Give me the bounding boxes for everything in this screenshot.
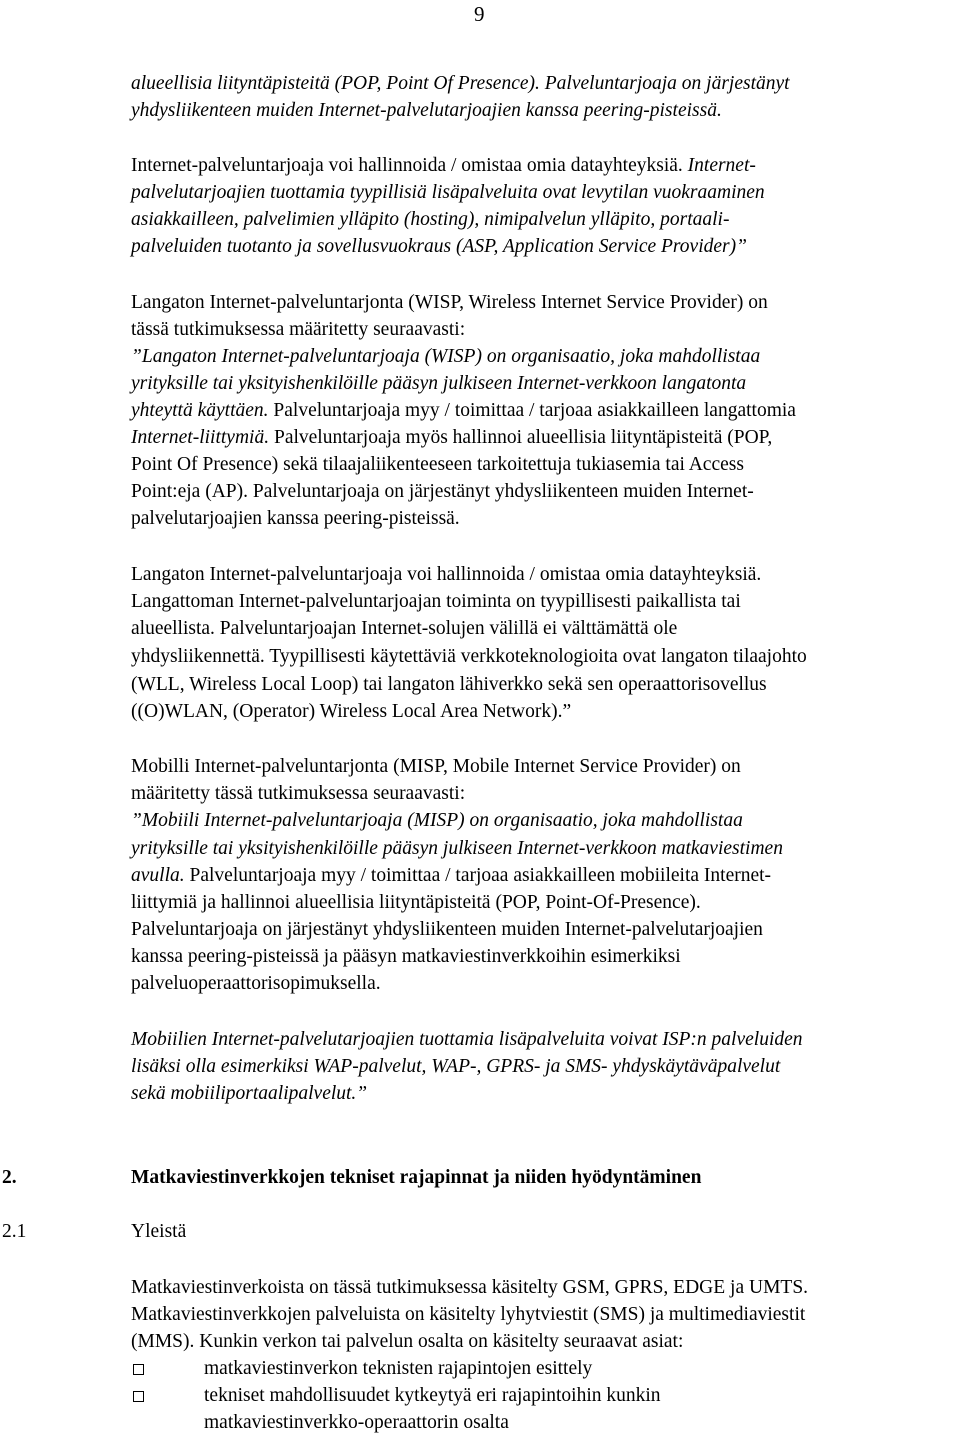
body-text-line: palveluoperaattorisopimuksella. bbox=[131, 973, 381, 994]
body-text-line: (WLL, Wireless Local Loop) tai langaton lähiverkko sekä sen operaattorisovellus bbox=[131, 674, 767, 695]
body-text-line: lisäksi olla esimerkiksi WAP-palvelut, WAP-, GPRS- ja SMS- yhdyskäytäväpalvelut bbox=[131, 1056, 781, 1077]
body-text-line: Langattoman Internet-palveluntarjoajan toiminta on tyypillisesti paikallista tai bbox=[131, 591, 741, 612]
body-text-line: sekä mobiiliportaalipalvelut.” bbox=[131, 1083, 368, 1104]
body-text-line bbox=[131, 862, 771, 889]
body-text-line: Point:eja (AP). Palveluntarjoaja on järjestänyt yhdysliikenteen muiden Internet- bbox=[131, 481, 754, 502]
italic-text: Internet- bbox=[687, 155, 756, 176]
body-text-line: Mobilli Internet-palveluntarjonta (MISP, Mobile Internet Service Provider) on bbox=[131, 756, 741, 777]
subsection-title: Yleistä bbox=[131, 1221, 187, 1242]
plain-text: Internet-palveluntarjoaja voi hallinnoida / omistaa omia datayhteyksiä. bbox=[131, 155, 688, 176]
bullet-item-continuation: matkaviestinverkko-operaattorin osalta bbox=[204, 1412, 509, 1433]
body-text-line: alueellisia liityntäpisteitä (POP, Point Of Presence). Palveluntarjoaja on järjestänyt bbox=[131, 73, 790, 94]
body-text-line: Palveluntarjoaja on järjestänyt yhdysliikenteen muiden Internet-palvelutarjoajien bbox=[131, 919, 763, 940]
body-text-line: (MMS). Kunkin verkon tai palvelun osalta on käsitelty seuraavat asiat: bbox=[131, 1331, 684, 1352]
body-text-line: Matkaviestinverkkojen palveluista on käsitelty lyhytviestit (SMS) ja multimediaviestit bbox=[131, 1304, 806, 1325]
body-text-line: määritetty tässä tutkimuksessa seuraavasti: bbox=[131, 783, 466, 804]
bullet-checkbox-icon bbox=[133, 1364, 144, 1375]
section-title: Matkaviestinverkkojen tekniset rajapinnat ja niiden hyödyntäminen bbox=[131, 1167, 702, 1188]
body-text-line: palvelutarjoajien tuottamia tyypillisiä lisäpalveluita ovat levytilan vuokraaminen bbox=[131, 182, 765, 203]
body-text-line: kanssa peering-pisteissä ja pääsyn matkaviestinverkkoihin esimerkiksi bbox=[131, 946, 681, 967]
bullet-item: tekniset mahdollisuudet kytkeytyä eri rajapintoihin kunkin bbox=[204, 1385, 661, 1406]
plain-text: Palveluntarjoaja myös hallinnoi alueellisia liityntäpisteitä (POP, bbox=[273, 427, 773, 448]
body-text-line: liittymiä ja hallinnoi alueellisia liityntäpisteitä (POP, Point-Of-Presence). bbox=[131, 892, 701, 913]
body-text-line: yhdysliikenteen muiden Internet-palvelutarjoajien kanssa peering-pisteissä. bbox=[131, 100, 722, 121]
body-text-line: ((O)WLAN, (Operator) Wireless Local Area Network).” bbox=[131, 701, 572, 722]
body-text-line: tässä tutkimuksessa määritetty seuraavasti: bbox=[131, 319, 466, 340]
body-text-line: palvelutarjoajien kanssa peering-pisteissä. bbox=[131, 508, 460, 529]
section-number: 2. bbox=[2, 1167, 17, 1188]
body-text-line bbox=[131, 397, 796, 424]
body-text-line: yrityksille tai yksityishenkilöille pääsyn julkiseen Internet-verkkoon langatonta bbox=[131, 373, 747, 394]
body-text-line: asiakkailleen, palvelimien ylläpito (hosting), nimipalvelun ylläpito, portaali- bbox=[131, 209, 730, 230]
subsection-number: 2.1 bbox=[2, 1221, 27, 1242]
body-text-line: ”Mobiili Internet-palveluntarjoaja (MISP) on organisaatio, joka mahdollistaa bbox=[131, 810, 743, 831]
body-text-line: Langaton Internet-palveluntarjoaja voi hallinnoida / omistaa omia datayhteyksiä. bbox=[131, 564, 762, 585]
bullet-item: matkaviestinverkon teknisten rajapintojen esittely bbox=[204, 1358, 593, 1379]
plain-text: Palveluntarjoaja myy / toimittaa / tarjoaa asiakkailleen langattomia bbox=[273, 400, 796, 421]
body-text-line: palveluiden tuotanto ja sovellusvuokraus (ASP, Application Service Provider)” bbox=[131, 236, 747, 257]
italic-text: avulla. bbox=[131, 865, 190, 886]
body-text-line: Langaton Internet-palveluntarjonta (WISP, Wireless Internet Service Provider) on bbox=[131, 292, 768, 313]
plain-text: Palveluntarjoaja myy / toimittaa / tarjoaa asiakkailleen mobiileita Internet- bbox=[189, 865, 772, 886]
italic-text: Internet-liittymiä. bbox=[131, 427, 274, 448]
bullet-checkbox-icon bbox=[133, 1391, 144, 1402]
body-text-line: yhdysliikennettä. Tyypillisesti käytettäviä verkkoteknologioita ovat langaton tilaajohto bbox=[131, 646, 807, 667]
body-text-line: Matkaviestinverkoista on tässä tutkimuksessa käsitelty GSM, GPRS, EDGE ja UMTS. bbox=[131, 1277, 809, 1298]
body-text-line bbox=[131, 424, 772, 451]
page-number: 9 bbox=[474, 2, 485, 26]
italic-text: yhteyttä käyttäen. bbox=[131, 400, 274, 421]
body-text-line: Mobiilien Internet-palvelutarjoajien tuottamia lisäpalveluita voivat ISP:n palveluiden bbox=[131, 1029, 803, 1050]
body-text-line bbox=[131, 152, 756, 179]
body-text-line: alueellista. Palveluntarjoajan Internet-solujen välillä ei välttämättä ole bbox=[131, 618, 678, 639]
body-text-line: ”Langaton Internet-palveluntarjoaja (WISP) on organisaatio, joka mahdollistaa bbox=[131, 346, 761, 367]
body-text-line: Point Of Presence) sekä tilaajaliikenteeseen tarkoitettuja tukiasemia tai Access bbox=[131, 454, 744, 475]
body-text-line: yrityksille tai yksityishenkilöille pääsyn julkiseen Internet-verkkoon matkaviestimen bbox=[131, 838, 783, 859]
